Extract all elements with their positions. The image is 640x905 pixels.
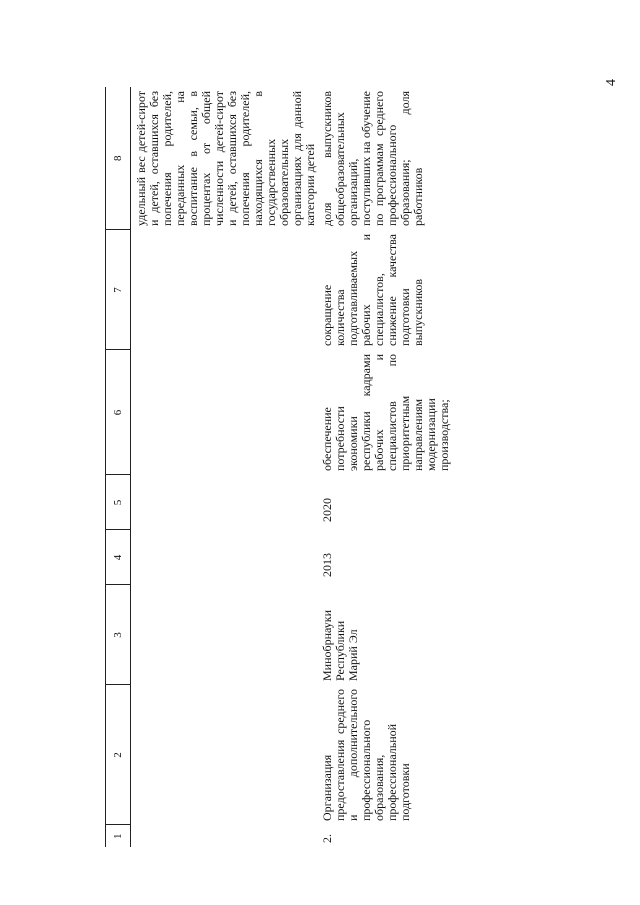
end-year-cell: 2020 bbox=[320, 498, 334, 522]
table-cell bbox=[131, 585, 318, 685]
column-header: 6 bbox=[106, 350, 131, 475]
column-header: 2 bbox=[106, 685, 131, 825]
table-row bbox=[131, 87, 318, 847]
column-header: 8 bbox=[106, 87, 131, 230]
table-cell bbox=[131, 530, 318, 585]
row-number-cell: 2. bbox=[320, 834, 334, 843]
table-cell bbox=[131, 475, 318, 530]
indicator-cell: удельный вес детей-сирот и детей, оставшихся без попечения родителей, переданных на воспитание в семьи, в процентах от общей численности детей-сирот и детей, оставшихся без попечения родителей, находящихся в государственных образовательных организациях для данной категории детей bbox=[134, 91, 317, 226]
column-header: 4 bbox=[106, 530, 131, 585]
column-header: 7 bbox=[106, 230, 131, 350]
column-header: 5 bbox=[106, 475, 131, 530]
table-cell bbox=[131, 825, 318, 847]
table-cell bbox=[131, 685, 318, 825]
column-header: 1 bbox=[106, 825, 131, 847]
table-cell bbox=[131, 230, 318, 350]
expected-result-cell: обеспечение потребности экономики республики кадрами рабочих и специалистов по приоритетным направлениям модернизации производства; bbox=[320, 354, 451, 471]
consequences-cell: сокращение количества подготавливаемых рабочих и специалистов, снижение качества подготовки выпускников bbox=[320, 234, 425, 346]
program-table bbox=[105, 87, 531, 847]
page-number: 4 bbox=[604, 79, 619, 86]
table-header-row bbox=[106, 87, 131, 847]
indicator-cell: доля выпускников общеобразовательных организаций, поступивших на обучение по программам среднего профессионального образования; доля работников bbox=[320, 91, 425, 226]
column-header: 3 bbox=[106, 585, 131, 685]
activity-name-cell: Организация предоставления среднего и дополнительного профессионального образования, профессиональной подготовки bbox=[320, 689, 412, 821]
start-year-cell: 2013 bbox=[320, 553, 334, 577]
executor-cell: Минобрнауки Республики Марий Эл bbox=[320, 609, 360, 681]
table-cell bbox=[131, 350, 318, 475]
rotated-page-content bbox=[105, 87, 625, 847]
table-row bbox=[317, 87, 531, 847]
